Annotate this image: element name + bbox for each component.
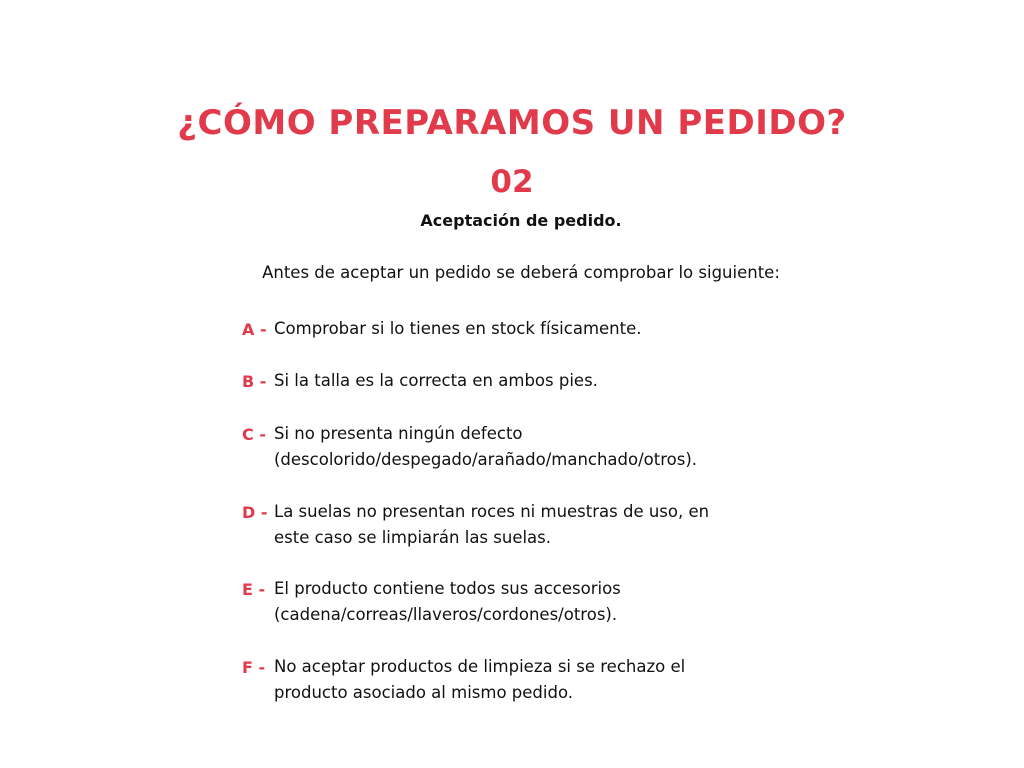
step-number: 02 <box>490 164 534 200</box>
check-text-line: No aceptar productos de limpieza si se rechazo el <box>274 657 686 676</box>
intro-text: Antes de aceptar un pedido se deberá comprobar lo siguiente: <box>262 263 780 282</box>
check-letter: A - <box>242 320 267 339</box>
check-text <box>274 368 794 394</box>
check-text-line: (descolorido/despegado/arañado/manchado/otros). <box>274 450 698 469</box>
check-letter: C - <box>242 425 266 444</box>
check-text-line: Si la talla es la correcta en ambos pies. <box>274 371 598 390</box>
page-title: ¿CÓMO PREPARAMOS UN PEDIDO? <box>177 103 847 143</box>
check-text-line: La suelas no presentan roces ni muestras de uso, en <box>274 502 710 521</box>
check-text-line: producto asociado al mismo pedido. <box>274 683 573 702</box>
step-subtitle: Aceptación de pedido. <box>420 211 622 230</box>
check-text <box>274 654 794 706</box>
check-text <box>274 576 794 628</box>
check-letter: B - <box>242 372 267 391</box>
check-text-line: El producto contiene todos sus accesorios <box>274 579 621 598</box>
check-letter: E - <box>242 580 266 599</box>
check-letter: D - <box>242 503 268 522</box>
check-letter: F - <box>242 658 266 677</box>
check-text-line: Si no presenta ningún defecto <box>274 424 523 443</box>
check-text <box>274 421 794 473</box>
check-text-line: Comprobar si lo tienes en stock físicamente. <box>274 319 642 338</box>
check-text <box>274 316 794 342</box>
check-text-line: (cadena/correas/llaveros/cordones/otros). <box>274 605 618 624</box>
check-text-line: este caso se limpiarán las suelas. <box>274 528 552 547</box>
check-text <box>274 499 794 551</box>
